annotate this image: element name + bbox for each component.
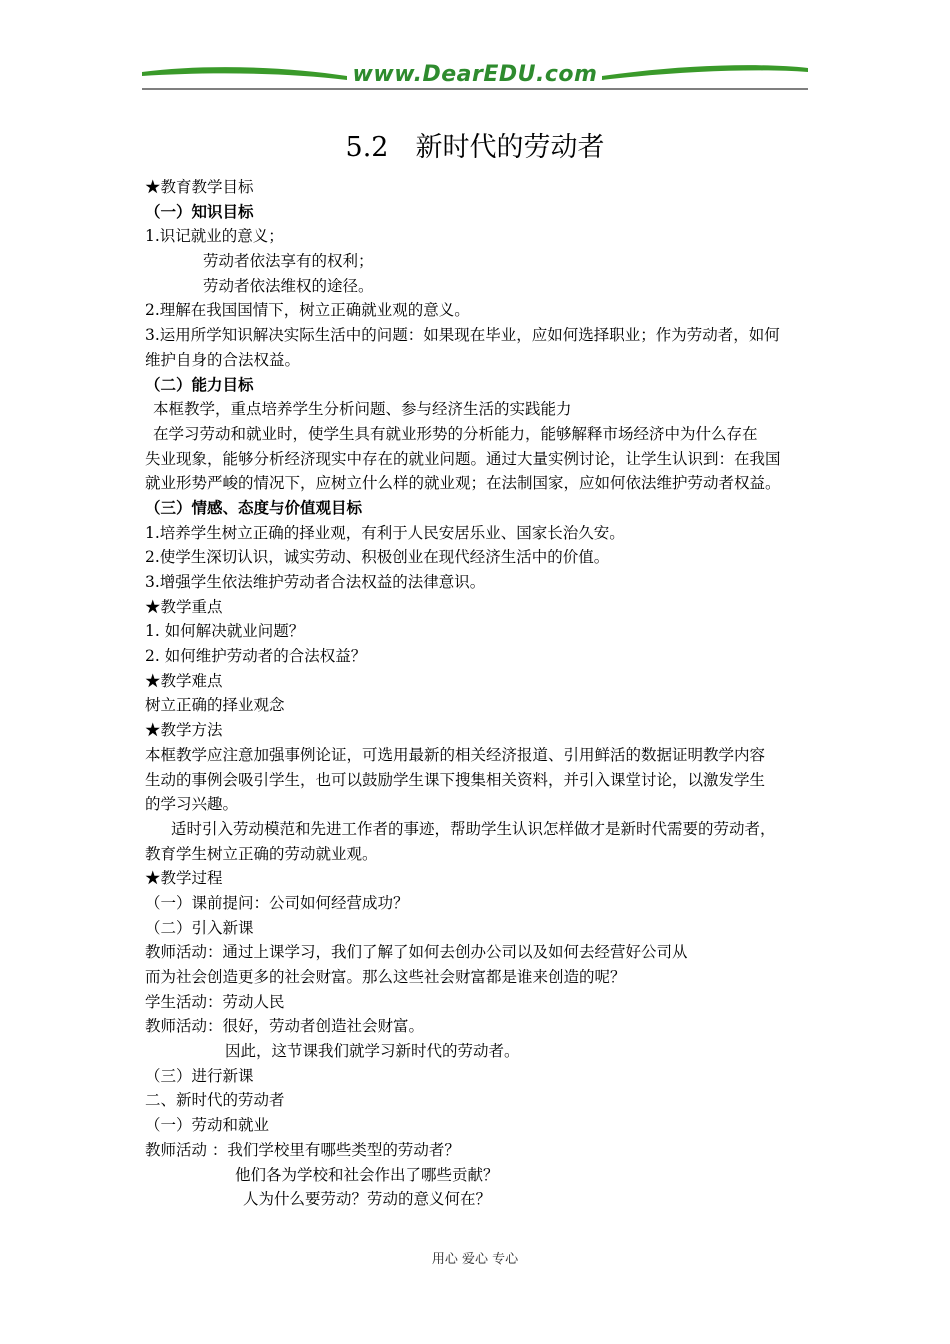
dialogue-line: 因此，这节课我们就学习新时代的劳动者。 [225,1042,520,1061]
paragraph-line: 本框教学应注意加强事例论证，可选用最新的相关经济报道、引用鲜活的数据证明教学内容 [145,745,766,764]
list-item: 3.运用所学知识解决实际生活中的问题：如果现在毕业，应如何选择职业；作为劳动者，如何 [145,326,780,345]
paragraph-line: 就业形势严峻的情况下，应树立什么样的就业观；在法制国家，应如何依法维护劳动者权益。 [145,474,781,493]
section-heading: ★教育教学目标 [145,178,254,196]
list-item: （二）引入新课 [145,918,254,937]
paragraph-line: 失业现象，能够分析经济现实中存在的就业问题。通过大量实例讨论，让学生认识到：在我国 [145,449,781,468]
list-item: （三）进行新课 [145,1066,254,1085]
list-item: 2. 如何维护劳动者的合法权益？ [145,647,367,666]
subsection-heading: （一）知识目标 [145,201,254,221]
paragraph-line: 适时引入劳动模范和先进工作者的事迹，帮助学生认识怎样做才是新时代需要的劳动者， [171,819,776,838]
paragraph-line: 的学习兴趣。 [145,795,239,814]
dialogue-line: 教师活动：很好，劳动者创造社会财富。 [145,1017,425,1036]
section-heading: ★教学过程 [145,869,223,888]
list-item: （一）课前提问：公司如何经营成功？ [145,893,409,912]
section-heading: ★教学方法 [145,721,223,740]
dialogue-line: 学生活动：劳动人民 [145,992,285,1011]
list-item: 1. 如何解决就业问题？ [145,622,305,641]
paragraph-line: 二、新时代的劳动者 [145,1091,285,1110]
list-item: 劳动者依法享有的权利； [203,252,374,271]
paragraph-line: 生动的事例会吸引学生，也可以鼓励学生课下搜集相关资料，并引入课堂讨论，以激发学生 [145,770,766,789]
list-item: （一）劳动和就业 [145,1116,270,1135]
list-item: 2.使学生深切认识，诚实劳动、积极创业在现代经济生活中的价值。 [145,548,610,567]
subsection-heading: （二）能力目标 [145,374,254,394]
dialogue-line: 教师活动 ：我们学校里有哪些类型的劳动者？ [145,1140,460,1159]
document-title: 5.2 新时代的劳动者 [345,132,605,163]
list-item-continued: 维护自身的合法权益。 [145,350,301,369]
site-header-banner [142,58,808,94]
paragraph-line: 在学习劳动和就业时，使学生具有就业形势的分析能力，能够解释市场经济中为什么存在 [153,424,758,443]
site-logo-text: www.DearEDU.com [352,62,598,87]
list-item: 1.培养学生树立正确的择业观，有利于人民安居乐业、国家长治久安。 [145,523,625,542]
paragraph-line: 教育学生树立正确的劳动就业观。 [145,844,378,863]
section-heading: ★教学重点 [145,597,223,616]
paragraph-line: 本框教学，重点培养学生分析问题、参与经济生活的实践能力 [153,400,572,419]
section-heading: ★教学难点 [145,671,223,690]
dialogue-line: 教师活动：通过上课学习，我们了解了如何去创办公司以及如何去经营好公司从 [145,943,688,962]
page-footer: 用心 爱心 专心 [431,1252,519,1267]
document-body [145,175,825,1212]
dialogue-line: 他们各为学校和社会作出了哪些贡献？ [235,1165,499,1184]
list-item: 2.理解在我国国情下，树立正确就业观的意义。 [145,301,470,320]
dialogue-line: 而为社会创造更多的社会财富。那么这些社会财富都是谁来创造的呢？ [145,968,626,986]
list-item: 劳动者依法维权的途径。 [203,276,374,295]
paragraph-line: 树立正确的择业观念 [145,696,285,715]
subsection-heading: （三）情感、态度与价值观目标 [145,497,363,517]
list-item: 1.识记就业的意义； [145,227,284,246]
dialogue-line: 人为什么要劳动？劳动的意义何在？ [243,1190,492,1209]
list-item: 3.增强学生依法维护劳动者合法权益的法律意识。 [145,573,486,591]
